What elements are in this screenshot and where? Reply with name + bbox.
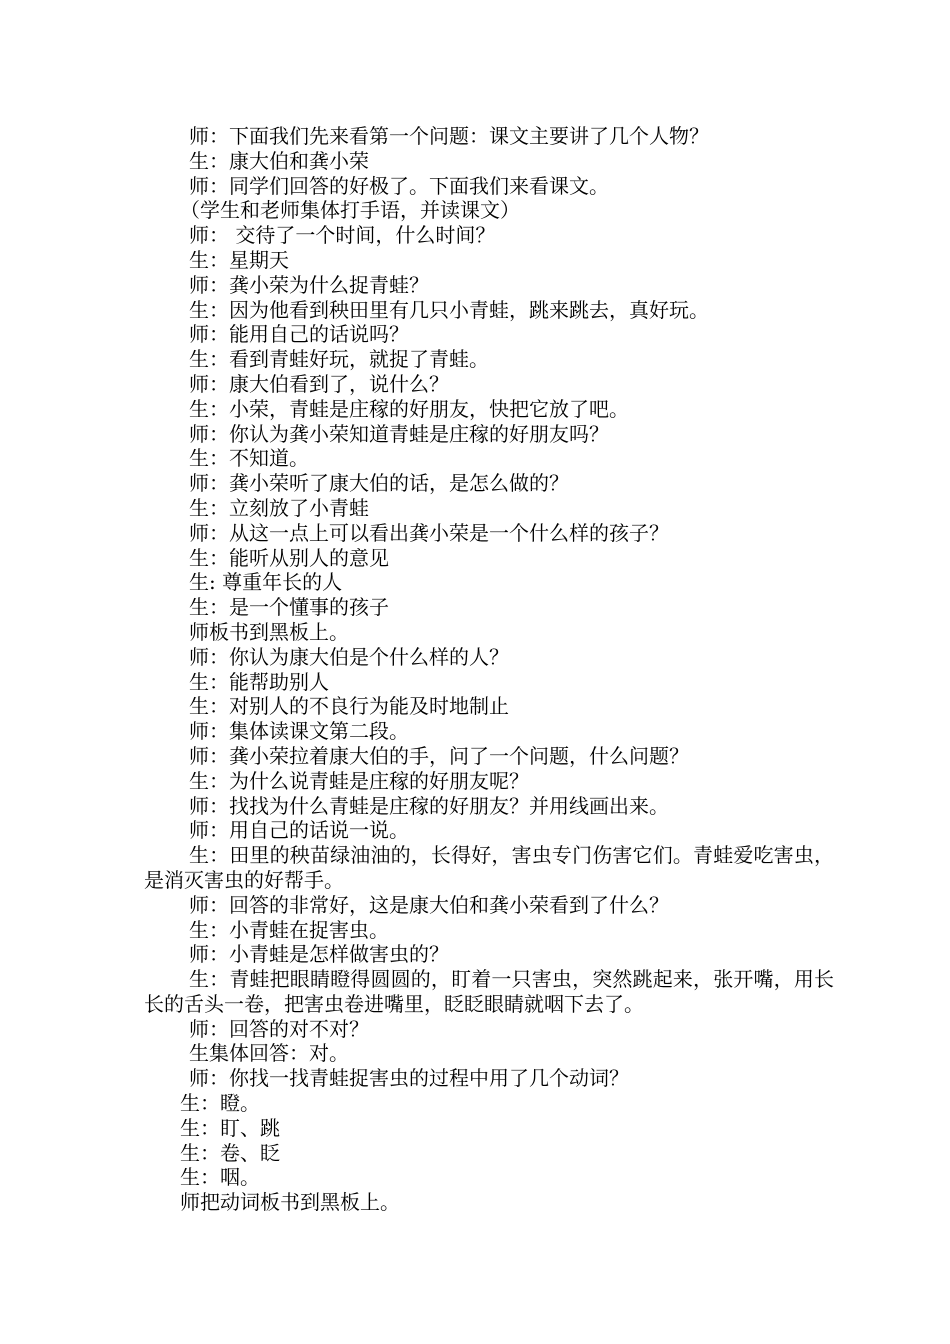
dialogue-line: 生集体回答：对。 bbox=[189, 1041, 349, 1066]
dialogue-line: 师：龚小荣为什么捉青蛙？ bbox=[189, 272, 429, 297]
dialogue-line: 生：星期天 bbox=[189, 247, 289, 272]
dialogue-line: 师： 交待了一个时间，什么时间？ bbox=[189, 223, 496, 248]
dialogue-line: 师把动词板书到黑板上。 bbox=[180, 1190, 400, 1215]
dialogue-line: 生：卷、眨 bbox=[180, 1140, 280, 1165]
dialogue-line: 生：是一个懂事的孩子 bbox=[189, 595, 389, 620]
dialogue-line: 师：同学们回答的好极了。下面我们来看课文。 bbox=[189, 173, 609, 198]
dialogue-line: 师：小青蛙是怎样做害虫的？ bbox=[189, 942, 449, 967]
dialogue-line: 师：从这一点上可以看出龚小荣是一个什么样的孩子？ bbox=[189, 520, 669, 545]
dialogue-line: 生：立刻放了小青蛙 bbox=[189, 495, 369, 520]
dialogue-transcript bbox=[0, 124, 950, 1215]
dialogue-line: 生: 尊重年长的人 bbox=[189, 570, 343, 595]
dialogue-line: 生：瞪。 bbox=[180, 1091, 260, 1116]
dialogue-line: 生：康大伯和龚小荣 bbox=[189, 148, 369, 173]
dialogue-line: 师：下面我们先来看第一个问题：课文主要讲了几个人物？ bbox=[189, 124, 709, 148]
dialogue-line: 师：回答的对不对？ bbox=[189, 1016, 369, 1041]
dialogue-line: 生：看到青蛙好玩，就捉了青蛙。 bbox=[189, 347, 489, 372]
dialogue-line: 师：用自己的话说一说。 bbox=[189, 818, 409, 843]
dialogue-line: 师：集体读课文第二段。 bbox=[189, 719, 409, 744]
dialogue-line: 师：找找为什么青蛙是庄稼的好朋友？并用线画出来。 bbox=[189, 793, 669, 818]
dialogue-line: 生：能听从别人的意见 bbox=[189, 545, 389, 570]
dialogue-line: 生：小荣，青蛙是庄稼的好朋友，快把它放了吧。 bbox=[189, 396, 629, 421]
dialogue-line: 生：为什么说青蛙是庄稼的好朋友呢？ bbox=[189, 768, 529, 793]
dialogue-line: 师：回答的非常好，这是康大伯和龚小荣看到了什么？ bbox=[189, 892, 669, 917]
dialogue-line: 师：龚小荣拉着康大伯的手，问了一个问题，什么问题？ bbox=[189, 743, 689, 768]
dialogue-line: 生：因为他看到秧田里有几只小青蛙，跳来跳去，真好玩。 bbox=[189, 297, 709, 322]
dialogue-line: 师：你认为龚小荣知道青蛙是庄稼的好朋友吗？ bbox=[189, 421, 609, 446]
dialogue-paragraph: 生：青蛙把眼睛瞪得圆圆的，盯着一只害虫，突然跳起来，张开嘴，用长长的舌头一卷，把害虫卷进嘴里，眨眨眼睛就咽下去了。 bbox=[144, 967, 834, 1016]
dialogue-line: 生：对别人的不良行为能及时地制止 bbox=[189, 694, 509, 719]
dialogue-line: 师：你认为康大伯是个什么样的人？ bbox=[189, 644, 509, 669]
dialogue-line: 生：咽。 bbox=[180, 1165, 260, 1190]
dialogue-line: 生：能帮助别人 bbox=[189, 669, 329, 694]
dialogue-line: 生：小青蛙在捉害虫。 bbox=[189, 917, 389, 942]
dialogue-line: 师：龚小荣听了康大伯的话，是怎么做的？ bbox=[189, 471, 569, 496]
dialogue-line: 师板书到黑板上。 bbox=[189, 619, 349, 644]
dialogue-line: （学生和老师集体打手语，并读课文） bbox=[180, 198, 520, 223]
dialogue-line: 师：康大伯看到了，说什么？ bbox=[189, 371, 449, 396]
dialogue-paragraph: 生：田里的秧苗绿油油的，长得好，害虫专门伤害它们。青蛙爱吃害虫，是消灭害虫的好帮手。 bbox=[144, 843, 834, 892]
dialogue-line: 生：不知道。 bbox=[189, 446, 309, 471]
dialogue-line: 师：你找一找青蛙捉害虫的过程中用了几个动词？ bbox=[189, 1066, 629, 1091]
dialogue-line: 生：盯、跳 bbox=[180, 1115, 280, 1140]
dialogue-line: 师：能用自己的话说吗？ bbox=[189, 322, 409, 347]
